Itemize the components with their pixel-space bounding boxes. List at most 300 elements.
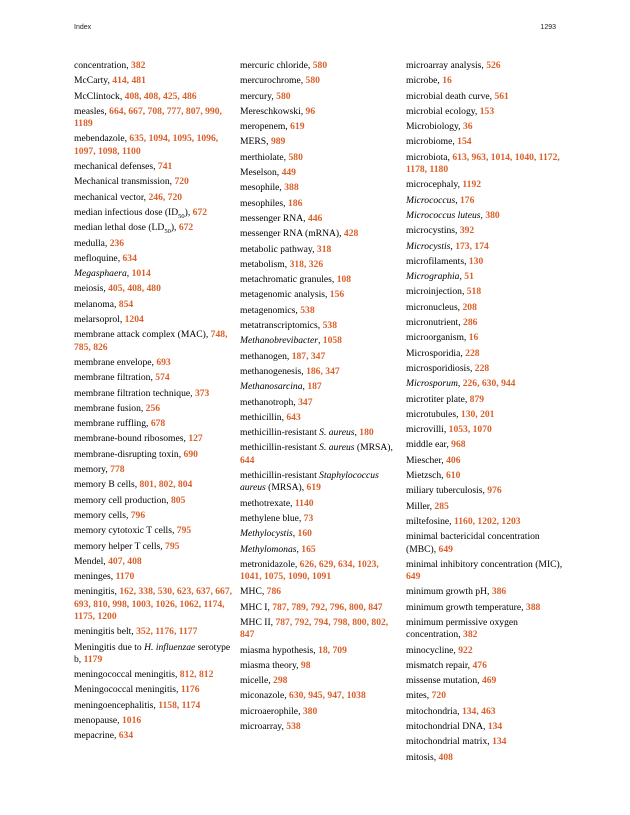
page-references[interactable]: 778 [110,464,125,476]
index-term: mites, [406,690,432,702]
index-term: MHC I, [240,601,273,613]
index-entry [406,121,566,133]
index-entry [406,378,566,390]
index-term: Meningococcal meningitis, [74,684,181,696]
page-references[interactable]: 538 [322,320,337,332]
page-references[interactable]: 18, 709 [318,644,347,656]
page-references[interactable]: 630, 945, 947, 1038 [289,690,366,702]
page-references[interactable]: 36 [462,121,473,133]
index-term: membrane ruffling, [74,418,151,430]
page-references[interactable]: 165 [301,543,316,555]
page-references[interactable]: 186 [287,197,303,209]
index-entry [406,736,566,748]
index-entry [406,225,566,237]
index-term: minimum growth temperature, [406,601,526,613]
index-entry [74,403,234,415]
index-entry [406,675,566,687]
index-term: Microsporidia, [406,347,466,359]
page-references[interactable]: 1176 [180,684,200,696]
page-references[interactable]: 428 [343,228,359,240]
index-term: median lethal dose $(LD_{50})$, [74,222,179,236]
index-entry [240,470,400,495]
index-entry [240,305,400,317]
index-term: micronutrient, [406,317,464,329]
page-references[interactable]: 801, 802, 804 [139,479,193,491]
page-references[interactable]: 388 [284,182,299,194]
page-references[interactable]: 922 [458,644,473,656]
index-term: micelle, [240,675,274,687]
index-term: melarsoprol, [74,314,125,326]
index-entry [406,439,566,451]
index-term: meningoencephalitis, [74,699,159,711]
index-term: Methanobrevibacter, [240,335,323,347]
italic-term: Micrococcus [406,194,456,206]
page-references[interactable]: 406 [446,454,461,466]
page-references[interactable]: 476 [472,659,487,671]
page-references[interactable]: 156 [329,289,345,301]
index-entry [74,299,234,311]
index-entry [240,167,400,179]
index-entry [240,136,400,148]
page-references[interactable]: 1058 [322,335,342,347]
page-references[interactable]: 805 [170,494,186,506]
index-term: microtubules, [406,408,461,420]
page-references[interactable]: 352, 1176, 1177 [136,626,198,638]
index-entry [240,152,400,164]
index-entry [240,259,400,271]
page-references[interactable]: 748, 785, 826 [74,329,228,353]
index-term: microinjection, [406,286,467,298]
index-term: methicillin-resistant S. aureus (MRSA), [240,442,393,454]
index-term: measles, [74,105,110,117]
page-references[interactable]: 619 [290,121,305,133]
page-references[interactable]: 108 [336,274,352,286]
page-references[interactable]: 619 [306,482,321,494]
index-term: menopause, [74,715,122,727]
index-term: memory helper T cells, [74,540,166,552]
index-entry [240,381,400,393]
index-entry [406,348,566,360]
index-entry [74,556,234,568]
page-references[interactable]: 318, 326 [289,258,324,270]
index-entry [240,198,400,210]
page-references[interactable]: 246, 720 [148,191,183,203]
index-term: Miescher, [406,454,447,466]
index-entry [240,320,400,332]
index-term: Mechanical transmission, [74,176,175,188]
italic-term: Microcystis [406,240,451,252]
index-term: mechanical defenses, [74,161,158,173]
page-references[interactable]: 649 [406,571,421,583]
index-term: memory B cells, [74,479,140,491]
index-term: Mietzsch, [406,470,446,482]
index-entry [240,513,400,525]
page-references[interactable]: 1014 [131,268,151,280]
index-term: minimal inhibitory concentration (MIC), [406,558,563,570]
page-references[interactable]: 392 [459,225,475,237]
index-entry [240,690,400,702]
index-entry [406,179,566,191]
page-references[interactable]: 649 [438,543,453,555]
page-references[interactable]: 134 [492,736,507,748]
index-term: microtiter plate, [406,393,470,405]
page-references[interactable]: 1158, 1174 [158,699,201,711]
index-entry [240,60,400,72]
index-entry [74,495,234,507]
index-entry [74,510,234,522]
page-references[interactable]: 187, 347 [291,350,326,362]
index-term: Micrococcus, [406,194,460,206]
page-references[interactable]: 854 [118,298,134,310]
page-references[interactable]: 407, 408 [108,555,142,567]
page-references[interactable]: 976 [487,485,502,497]
page-references[interactable]: 574 [155,372,170,384]
index-term: Methylomonas, [240,543,302,555]
page-references[interactable]: 664, 667, 708, 777, 807, 990, 1189 [74,105,222,130]
page-references[interactable]: 635, 1094, 1095, 1096, 1097, 1098, 1100 [74,133,219,157]
page-references[interactable]: 176 [460,194,475,206]
index-term: mesophile, [240,182,285,194]
page-references[interactable]: 130, 201 [460,408,495,420]
page-references[interactable]: 134 [487,721,503,733]
index-term: mefloquine, [74,252,123,264]
index-term: mesophiles, [240,197,288,209]
page-references[interactable]: 812, 812 [179,669,214,681]
index-term: methanogenesis, [240,365,307,377]
page-references[interactable]: 173, 174 [455,240,489,252]
page-references[interactable]: 16 [442,75,452,87]
page-references[interactable]: 162, 338, 530, 623, 637, 667, 693, 810, 998, 1003, 1026, 1062, 1174, 1175, 1200 [74,586,233,622]
italic-term: Methanosarcina [240,381,303,393]
index-term: meropenem, [240,121,291,133]
page-references[interactable]: 786 [266,586,282,598]
index-entry [74,176,234,188]
page-references[interactable]: 795 [165,540,180,552]
index-term: meningitis, [74,586,120,598]
index-entry [406,152,566,177]
index-term: methicillin, [240,411,287,423]
page-references[interactable]: 1179 [83,653,103,665]
page-references[interactable]: 787, 792, 794, 798, 800, 802, 847 [240,616,389,641]
italic-term: Methylomonas [240,543,297,555]
page-references[interactable]: 672 [192,206,208,218]
italic-term: Microsporum [406,378,458,390]
page-references[interactable]: 236 [109,237,125,249]
index-term: mitochondrial DNA, [406,721,488,733]
page-references[interactable]: 380 [302,705,318,717]
index-term: metachromatic granules, [240,274,337,286]
page-references[interactable]: 690 [183,448,198,460]
index-entry [406,136,566,148]
page-references[interactable]: 449 [281,167,296,179]
index-term: meningitis belt, [74,626,137,638]
index-term: Micrococcus luteus, [406,209,486,221]
page-references[interactable]: 634 [118,730,134,742]
page-references[interactable]: 386 [491,586,507,598]
page-references[interactable]: 643 [286,411,301,423]
italic-term: H. influenzae [144,641,196,653]
index-term: microorganism, [406,332,469,344]
index-entry [406,363,566,375]
index-term: concentration, [74,60,132,71]
index-term: microbiome, [406,136,458,148]
page-references[interactable]: 580 [288,151,303,163]
index-term: metagenomic analysis, [240,289,330,301]
page-references[interactable]: 408, 408, 425, 486 [124,90,197,102]
page-references[interactable]: 347 [298,396,313,408]
header-section-title: Index [74,24,92,31]
index-term: Mereschkowski, [240,105,306,117]
index-entry [240,213,400,225]
index-entry [74,268,234,280]
page-references[interactable]: 613, 963, 1014, 1040, 1172, 1178, 1180 [406,151,560,176]
page-references[interactable]: 561 [494,90,509,102]
index-entry [74,91,234,103]
index-entry [240,75,400,87]
index-term: membrane filtration, [74,372,156,384]
index-entry [406,690,566,702]
index-term: miconazole, [240,690,290,702]
index-entry [240,351,400,363]
page-references[interactable]: 1140 [294,497,314,509]
index-entry [406,752,566,764]
page-references[interactable]: 318 [316,243,332,255]
page-references[interactable]: 795 [176,525,192,537]
page-references[interactable]: 538 [300,304,315,316]
page-references[interactable]: 1053, 1070 [448,424,492,436]
page-references[interactable]: 989 [270,136,286,148]
page-references[interactable]: 154 [457,136,472,148]
index-entry [406,706,566,718]
page-references[interactable]: 672 [178,222,194,234]
page-references[interactable]: 408 [438,751,453,763]
page-references[interactable]: 796 [130,509,146,521]
index-entry [74,357,234,369]
index-entry [406,91,566,103]
index-term: Microsporum, [406,378,463,390]
page-references[interactable]: 446 [307,212,323,224]
index-term: mitochondria, [406,705,462,717]
index-entry [406,302,566,314]
page-references[interactable]: 1160, 1202, 1203 [453,515,521,527]
page-references[interactable]: 134, 463 [461,705,496,717]
index-term: membrane attack complex (MAC), [74,329,211,341]
page-references[interactable]: 610 [445,470,461,482]
index-entry [240,706,400,718]
page-references[interactable]: 580 [312,60,328,71]
page-references[interactable]: 256 [145,402,161,414]
index-term: messenger RNA (mRNA), [240,228,344,240]
index-term: Methanosarcina, [240,381,308,393]
index-entry [74,192,234,204]
index-entry [406,470,566,482]
index-term: metabolism, [240,258,290,270]
page-references[interactable]: 787, 789, 792, 796, 800, 847 [272,601,383,613]
index-term: metronidazole, [240,558,300,570]
index-entry [406,317,566,329]
page-references[interactable]: 380 [485,209,500,221]
index-entry [74,525,234,537]
index-term: mitochondrial matrix, [406,736,493,748]
page-references[interactable]: 1170 [115,571,135,583]
page-references[interactable]: 634 [122,252,137,264]
page-references[interactable]: 285 [434,500,449,512]
index-entry [240,335,400,347]
index-term: mercuric chloride, [240,60,313,71]
page-references[interactable]: 180 [359,427,374,439]
index-term: methanotroph, [240,396,299,408]
index-entry [240,106,400,118]
index-term: mitosis, [406,751,439,763]
index-entry [406,559,566,584]
index-column-3 [406,60,566,767]
italic-term: Micrococcus luteus [406,209,481,221]
page-references[interactable]: 228 [465,347,480,359]
index-term: microcystins, [406,225,460,237]
page-references[interactable]: 286 [463,317,478,329]
index-entry [406,602,566,614]
index-entry [240,544,400,556]
page-references[interactable]: 208 [462,301,477,313]
page-references[interactable]: 51 [464,271,474,283]
page-references[interactable]: 16 [468,332,479,344]
index-entry [406,531,566,556]
index-term: Mendel, [74,555,109,567]
index-entry [406,195,566,207]
index-term: medulla, [74,237,110,249]
page-references[interactable]: 720 [431,690,446,702]
index-term: membrane-disrupting toxin, [74,448,184,460]
header-page-number: 1293 [540,24,556,31]
page-references[interactable]: 626, 629, 634, 1023, 1041, 1075, 1090, 1091 [240,558,379,583]
index-entry [406,645,566,657]
index-term: Microcystis, [406,240,456,252]
index-entry [406,424,566,436]
index-term: methotrexate, [240,497,295,509]
index-term: membrane fusion, [74,402,146,414]
index-entry [74,684,234,696]
index-entry [74,222,234,234]
page-references[interactable]: 187 [307,381,322,393]
index-entry [240,675,400,687]
page-references[interactable]: 968 [451,439,466,451]
page-references[interactable]: 644 [240,454,255,466]
index-entry [240,645,400,657]
index-entry [406,394,566,406]
index-term: minocycline, [406,644,459,656]
page-references[interactable]: 388 [525,601,541,613]
index-entry [74,372,234,384]
index-term: microarray analysis, [406,60,487,71]
index-term: miltefosine, [406,515,454,527]
italic-term: Methylocystis [240,528,293,540]
page-references[interactable]: 228 [474,362,490,374]
index-term: mepacrine, [74,730,119,742]
page-references[interactable]: 73 [303,512,314,524]
page-references[interactable]: 405, 408, 480 [108,283,161,295]
page-references[interactable]: 373 [194,387,210,399]
index-term: memory cell production, [74,494,171,506]
index-entry [240,182,400,194]
index-term: mercury, [240,90,277,102]
page-references[interactable]: 879 [469,393,485,405]
index-entry [240,228,400,240]
index-entry [240,498,400,510]
index-term: missense mutation, [406,675,482,687]
index-entry [240,586,400,598]
running-header [74,24,556,36]
page-references[interactable]: 98 [300,659,311,671]
index-term: median infectious dose $(ID_{50})$, [74,206,193,220]
page-references[interactable]: 1192 [462,179,482,191]
page-references[interactable]: 741 [157,161,173,173]
index-entry [74,207,234,219]
index-entry [240,244,400,256]
page-references[interactable]: 382 [463,629,478,641]
index-entry [74,642,234,667]
page-references[interactable]: 538 [286,721,301,733]
page-references[interactable]: 160 [297,528,312,540]
page-references[interactable]: 526 [486,60,501,71]
index-entry [74,75,234,87]
page-references[interactable]: 720 [174,176,189,188]
index-term: mechanical vector, [74,191,149,203]
page-references[interactable]: 382 [131,60,146,71]
page-references[interactable]: 469 [481,675,497,687]
index-term: methicillin-resistant Staphylococcus aureus (MRSA), [240,470,379,494]
index-term: microsporidiosis, [406,362,475,374]
index-term: microfilaments, [406,255,469,267]
index-entry [406,485,566,497]
index-term: messenger RNA, [240,212,308,224]
index-entry [74,464,234,476]
page-references[interactable]: 693 [156,356,171,368]
page-references[interactable]: 414, 481 [112,75,146,87]
index-entry [74,314,234,326]
index-term: melanoma, [74,298,119,310]
page-references[interactable]: 153 [479,105,495,117]
index-entry [406,455,566,467]
index-term: memory cytotoxic T cells, [74,525,177,537]
index-entry [74,388,234,400]
index-entry [406,60,566,72]
page-references[interactable]: 130 [468,255,484,267]
index-term: minimum growth pH, [406,586,492,598]
index-entry [74,669,234,681]
page-references[interactable]: 580 [276,90,291,102]
index-term: miliary tuberculosis, [406,485,488,497]
index-entry [406,210,566,222]
page-references[interactable]: 186, 347 [306,365,340,377]
index-term: mismatch repair, [406,659,473,671]
page-references[interactable]: 678 [150,418,166,430]
page-references[interactable]: 580 [305,75,320,87]
italic-term: Megasphaera [74,268,127,280]
page-references[interactable]: 226, 630, 944 [462,378,516,390]
page-references[interactable]: 127 [188,433,203,445]
index-entry [406,332,566,344]
page-references[interactable]: 96 [305,105,316,117]
index-entry [74,449,234,461]
page-references[interactable]: 518 [466,286,482,298]
index-term: middle ear, [406,439,452,451]
index-term: microaerophile, [240,705,303,717]
page-references[interactable]: 1204 [124,314,144,326]
index-term: Methylocystis, [240,528,298,540]
page-references[interactable]: 1016 [121,715,142,727]
page-references[interactable]: 298 [273,675,288,687]
index-entry [74,238,234,250]
